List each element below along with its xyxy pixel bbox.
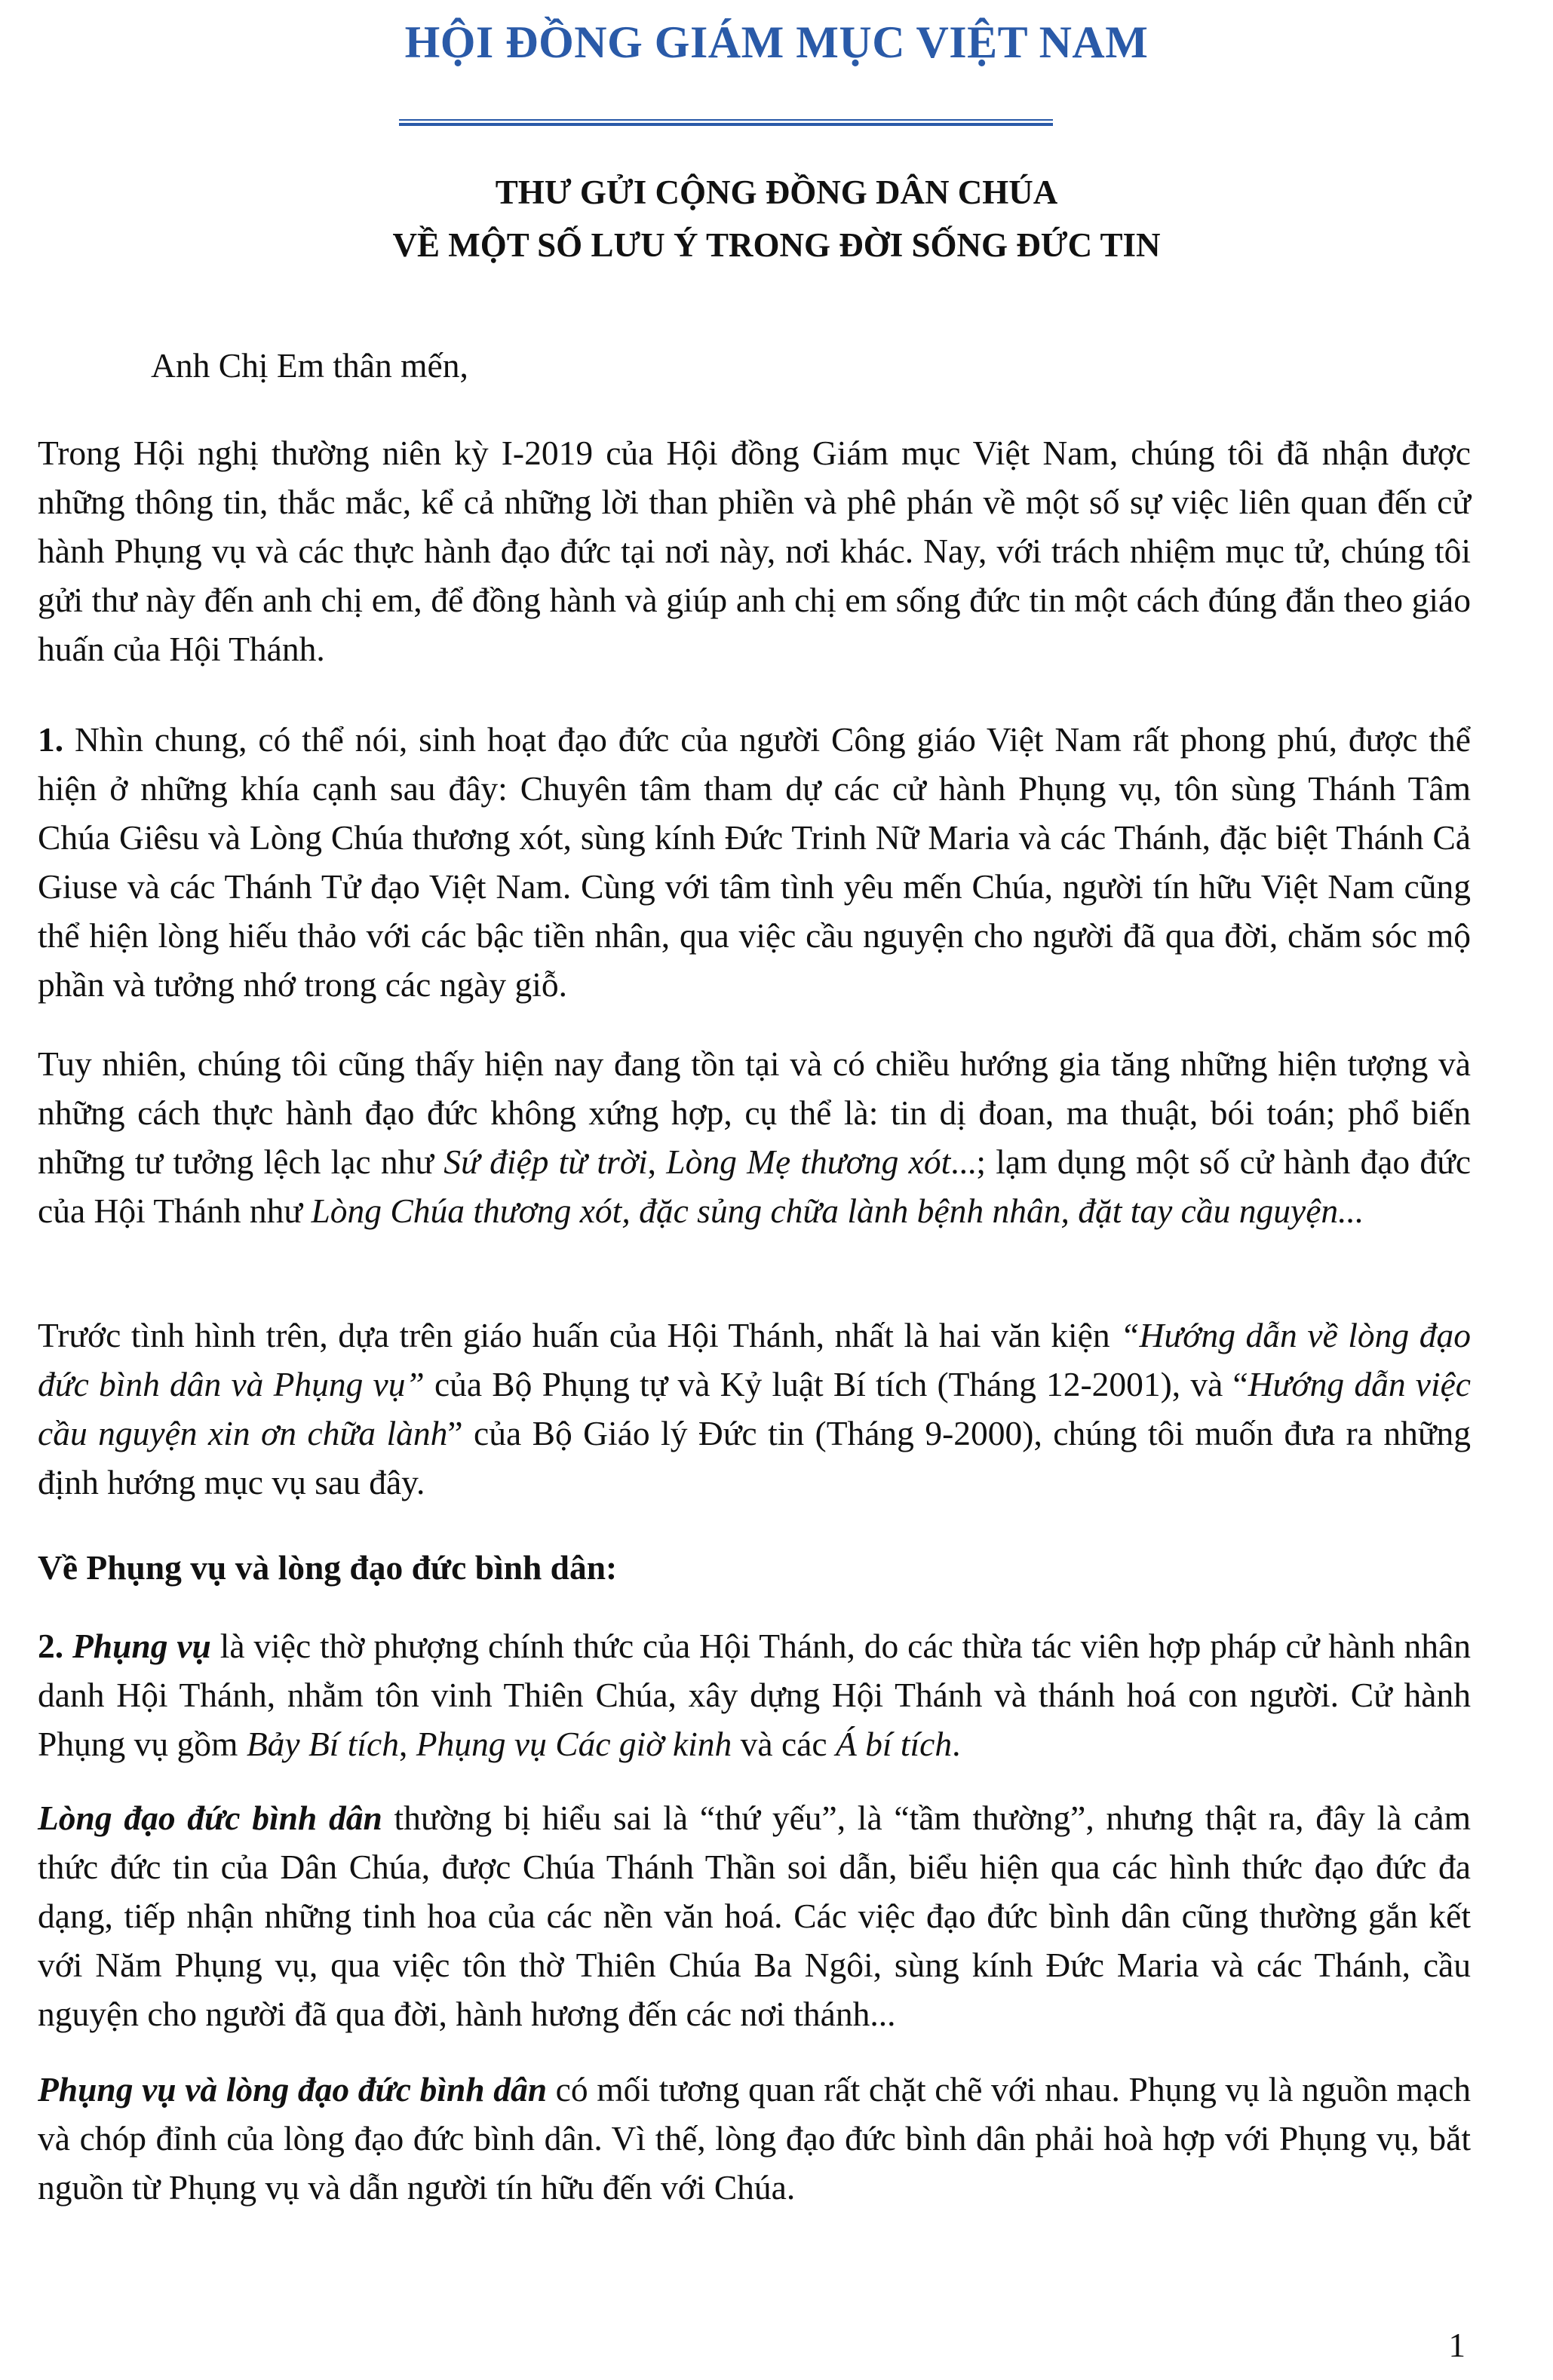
page-number: 1: [1448, 2326, 1466, 2364]
italic-run: Hướng dẫn việc cầu nguyện xin ơn chữa lành: [38, 1365, 1471, 1452]
paragraph-1: [38, 715, 1471, 1009]
header-divider: [399, 119, 1053, 127]
text-run: ,: [398, 1725, 416, 1763]
italic-run: “Hướng dẫn về lòng đạo đức bình dân và Phụng vụ”: [38, 1316, 1471, 1403]
paragraph-4: [38, 1621, 1471, 1768]
paragraph-3: [38, 1311, 1471, 1507]
document-title-line-2: VỀ MỘT SỐ LƯU Ý TRONG ĐỜI SỐNG ĐỨC TIN: [392, 226, 1161, 264]
italic-run: Lòng Mẹ thương xót: [666, 1142, 951, 1181]
organization-title: HỘI ĐỒNG GIÁM MỤC VIỆT NAM: [404, 17, 1149, 67]
divider-thick-line: [399, 123, 1053, 126]
italic-run: Sứ điệp từ trời: [443, 1142, 648, 1181]
text-run: ,: [647, 1142, 667, 1181]
divider-thin-line: [399, 119, 1053, 121]
italic-run: Lòng Chúa thương xót, đặc sủng chữa lành bệnh nhân, đặt tay cầu nguyện...: [311, 1192, 1364, 1230]
text-run: Trước tình hình trên, dựa trên giáo huấn của Hội Thánh, nhất là hai văn kiện: [38, 1316, 1121, 1354]
text-run: của Bộ Phụng tự và Kỷ luật Bí tích (Tháng 12-2001), và “: [424, 1365, 1248, 1403]
paragraph-number: 2.: [38, 1627, 64, 1665]
italic-run: Á bí tích: [835, 1725, 953, 1763]
text-run: Tuy nhiên, chúng tôi cũng thấy hiện nay đang tồn tại và có chiều hướng gia tăng những hiện tượng và những cách thực hành đạo đức không xứng hợp, cụ thể là: tin dị đoan, ma thuật, bói toán; phổ biến những tư tưởng lệch lạc như: [38, 1044, 1471, 1181]
paragraph-2: [38, 1039, 1471, 1235]
text-run: và các: [732, 1725, 836, 1763]
document-title-line-1: THƯ GỬI CỘNG ĐỒNG DÂN CHÚA: [495, 173, 1058, 211]
paragraph-intro: Trong Hội nghị thường niên kỳ I-2019 của Hội đồng Giám mục Việt Nam, chúng tôi đã nhận được những thông tin, thắc mắc, kể cả những lời than phiền và phê phán về một số sự việc liên quan đến cử hành Phụng vụ và các thực hành đạo đức tại nơi này, nơi khác. Nay, với trách nhiệm mục tử, chúng tôi gửi thư này đến anh chị em, để đồng hành và giúp anh chị em sống đức tin một cách đúng đắn theo giáo huấn của Hội Thánh.: [38, 434, 1471, 668]
text-run: ...; lạm dụng một số cử hành đạo đức của Hội Thánh như: [38, 1142, 1472, 1230]
text-run: thường bị hiểu sai là “thứ yếu”, là “tầm thường”, nhưng thật ra, đây là cảm thức đức tin của Dân Chúa, được Chúa Thánh Thần soi dẫn, biểu hiện qua các hình thức đạo đức đa dạng, tiếp nhận những tinh hoa của các nền văn hoá. Các việc đạo đức bình dân cũng thường gắn kết với Năm Phụng vụ, qua việc tôn thờ Thiên Chúa Ba Ngôi, sùng kính Đức Maria và các Thánh, cầu nguyện cho người đã qua đời, hành hương đến các nơi thánh...: [38, 1799, 1471, 2033]
paragraph-text: Nhìn chung, có thể nói, sinh hoạt đạo đức của người Công giáo Việt Nam rất phong phú, được thể hiện ở những khía cạnh sau đây: Chuyên tâm tham dự các cử hành Phụng vụ, tôn sùng Thánh Tâm Chúa Giêsu và Lòng Chúa thương xót, sùng kính Đức Trinh Nữ Maria và các Thánh, đặc biệt Thánh Cả Giuse và các Thánh Tử đạo Việt Nam. Cùng với tâm tình yêu mến Chúa, người tín hữu Việt Nam cũng thể hiện lòng hiếu thảo với các bậc tiền nhân, qua việc cầu nguyện cho người đã qua đời, chăm sóc mộ phần và tưởng nhớ trong các ngày giỗ.: [38, 720, 1471, 1004]
document-title: [0, 166, 1553, 271]
greeting: Anh Chị Em thân mến,: [151, 346, 468, 385]
text-run: .: [952, 1725, 961, 1763]
paragraph-number: 1.: [38, 720, 64, 759]
bold-italic-term: Phụng vụ và lòng đạo đức bình dân: [38, 2070, 548, 2109]
section-heading: Về Phụng vụ và lòng đạo đức bình dân:: [38, 1548, 618, 1587]
bold-italic-term: Phụng vụ: [72, 1627, 211, 1665]
text-run: là việc thờ phượng chính thức của Hội Thánh, do các thừa tác viên hợp pháp cử hành nhân danh Hội Thánh, nhằm tôn vinh Thiên Chúa, xây dựng Hội Thánh và thánh hoá con người. Cử hành Phụng vụ gồm: [38, 1627, 1471, 1763]
paragraph-5: [38, 1793, 1471, 2038]
italic-run: Bảy Bí tích: [246, 1725, 399, 1763]
text-run: có mối tương quan rất chặt chẽ với nhau. Phụng vụ là nguồn mạch và chóp đỉnh của lòng đạo đức bình dân. Vì thế, lòng đạo đức bình dân phải hoà hợp với Phụng vụ, bắt nguồn từ Phụng vụ và dẫn người tín hữu đến với Chúa.: [38, 2070, 1471, 2207]
bold-italic-term: Lòng đạo đức bình dân: [38, 1799, 382, 1837]
paragraph-6: [38, 2065, 1471, 2212]
text-run: ” của Bộ Giáo lý Đức tin (Tháng 9-2000), chúng tôi muốn đưa ra những định hướng mục vụ sau đây.: [38, 1414, 1472, 1501]
italic-run: Phụng vụ Các giờ kinh: [416, 1725, 732, 1763]
